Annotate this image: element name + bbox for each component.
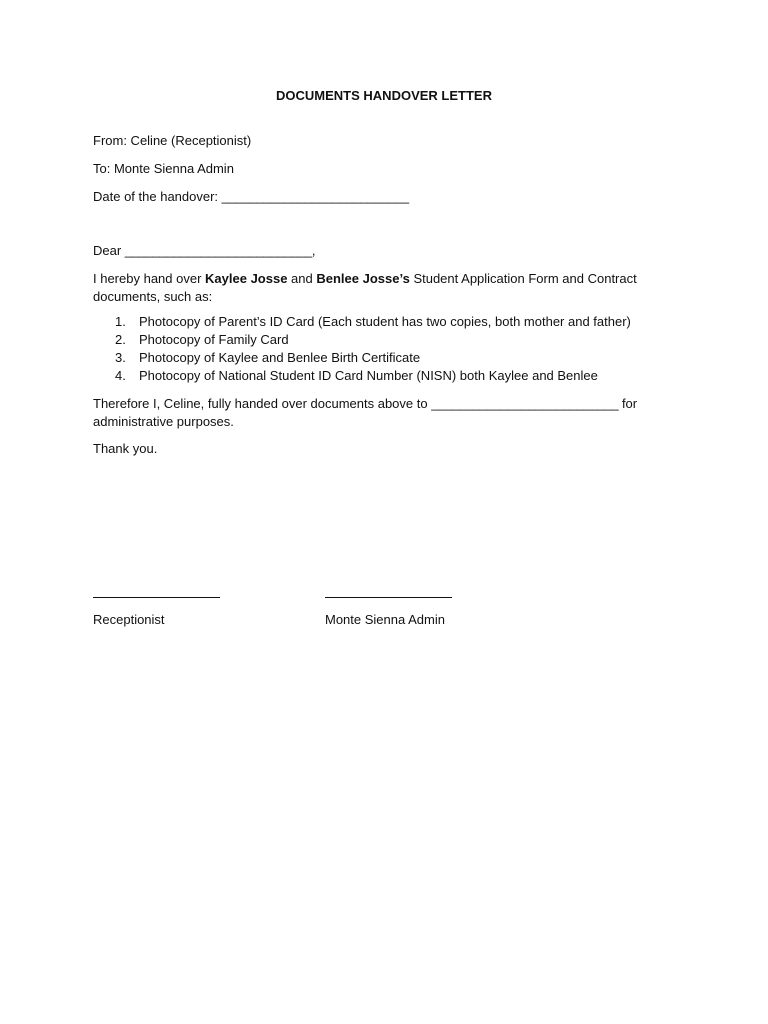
admin-signature-line bbox=[325, 597, 452, 598]
handover-date-line bbox=[93, 188, 409, 206]
list-item bbox=[93, 331, 673, 349]
salutation-line bbox=[93, 242, 315, 260]
receptionist-signature-label: Receptionist bbox=[93, 612, 165, 627]
therefore-text-1: Therefore I, Celine, fully handed over documents above to bbox=[93, 396, 432, 411]
list-item-text: Photocopy of National Student ID Card Number (NISN) both Kaylee and Benlee bbox=[139, 368, 598, 383]
handover-date-label: Date of the handover: bbox=[93, 189, 222, 204]
salutation-blank: ___________________________, bbox=[124, 243, 316, 258]
to-line: To: Monte Sienna Admin bbox=[93, 161, 234, 176]
therefore-text-2: for administrative purposes. bbox=[93, 396, 638, 429]
admin-signature-label: Monte Sienna Admin bbox=[325, 612, 445, 627]
salutation-label: Dear bbox=[93, 243, 125, 258]
from-line: From: Celine (Receptionist) bbox=[93, 133, 252, 148]
intro-text-2: and bbox=[287, 271, 317, 286]
list-item-number: 3. bbox=[115, 350, 126, 365]
letter-title: DOCUMENTS HANDOVER LETTER bbox=[276, 88, 492, 103]
intro-text-1: I hereby hand over bbox=[93, 271, 206, 286]
intro-paragraph bbox=[93, 270, 653, 306]
handover-date-blank: ___________________________ bbox=[221, 189, 409, 204]
list-item-number: 4. bbox=[115, 368, 126, 383]
list-item-number: 2. bbox=[115, 332, 126, 347]
student-name-2: Benlee Josse’s bbox=[316, 271, 410, 286]
list-item bbox=[93, 313, 673, 331]
list-item-text: Photocopy of Family Card bbox=[139, 332, 289, 347]
receptionist-signature-line bbox=[93, 597, 220, 598]
list-item bbox=[93, 349, 673, 367]
list-item-number: 1. bbox=[115, 314, 126, 329]
list-item bbox=[93, 367, 673, 385]
list-item-text: Photocopy of Parent’s ID Card (Each student has two copies, both mother and father) bbox=[139, 314, 631, 329]
closing-line: Thank you. bbox=[93, 441, 158, 456]
student-name-1: Kaylee Josse bbox=[205, 271, 288, 286]
list-item-text: Photocopy of Kaylee and Benlee Birth Certificate bbox=[139, 350, 421, 365]
therefore-blank: ___________________________ bbox=[431, 396, 619, 411]
intro-text-3: Student Application Form and Contract documents, such as: bbox=[93, 271, 637, 304]
documents-list bbox=[93, 313, 673, 385]
therefore-paragraph bbox=[93, 395, 638, 431]
